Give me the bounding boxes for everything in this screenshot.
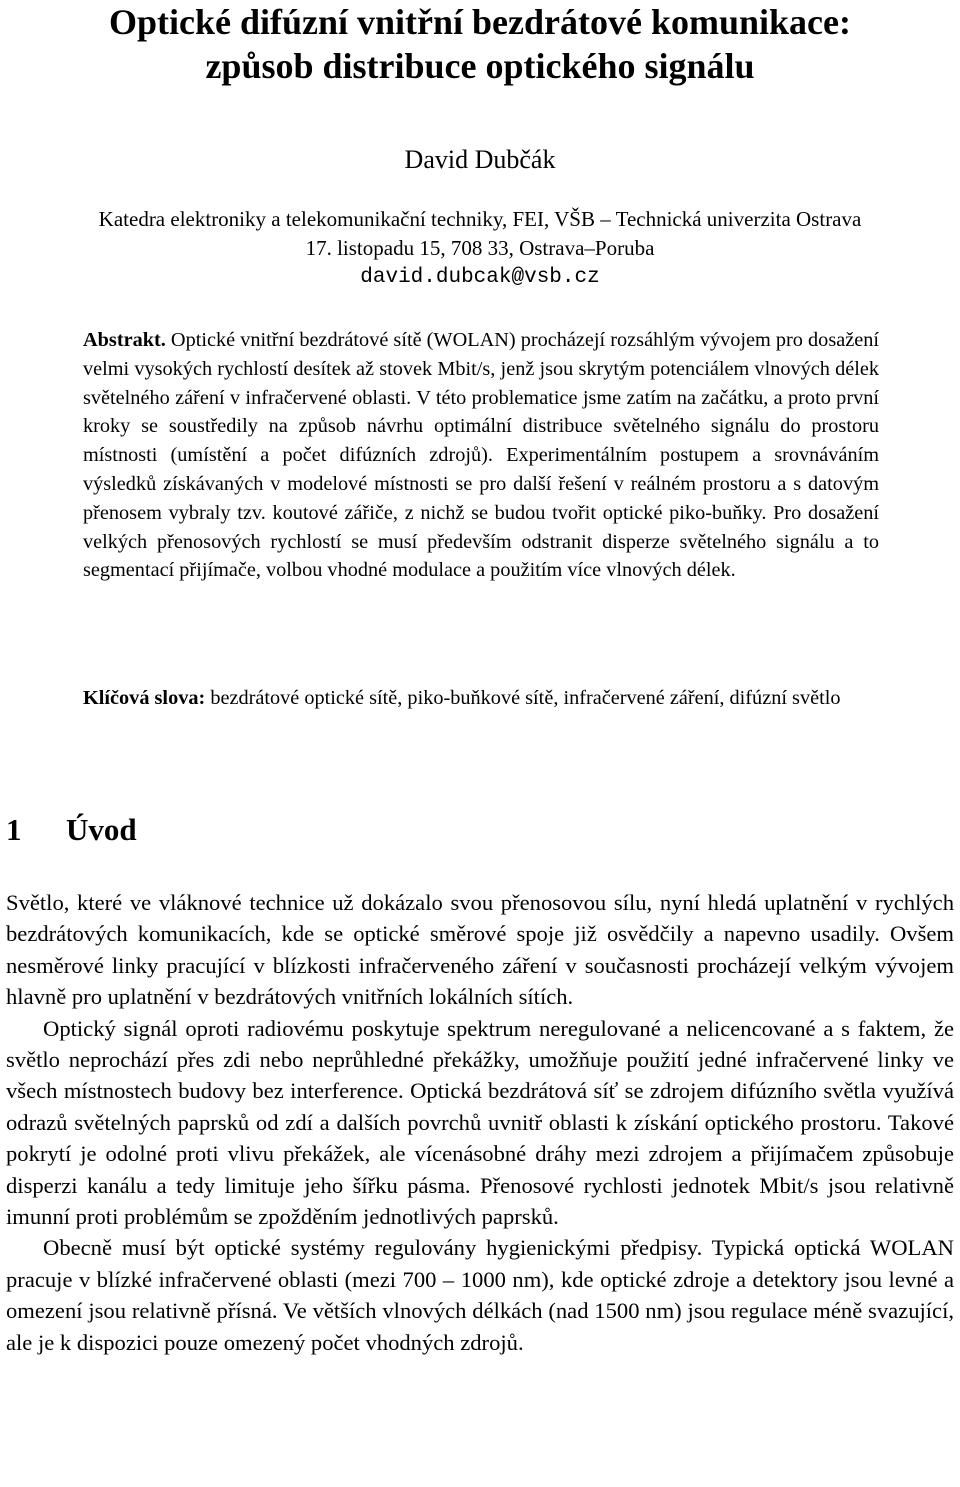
affiliation bbox=[0, 205, 960, 263]
paragraph-3: Obecně musí být optické systémy regulovány hygienickými předpisy. Typická optická WOLAN pracuje v blízké infračervené oblasti (mezi 700 – 1000 nm), kde optické zdroje a detektory jsou levné a omezení jsou relativně přísná. Ve větších vlnových délkách (nad 1500 nm) jsou regulace méně svazující, ale je k dispozici pouze omezený počet vhodných zdrojů. bbox=[6, 1235, 954, 1355]
keywords-text: bezdrátové optické sítě, piko-buňkové sítě, infračervené záření, difúzní světlo bbox=[210, 687, 841, 709]
section-body bbox=[6, 887, 954, 1358]
keywords bbox=[83, 684, 879, 713]
author-name: David Dubčák bbox=[404, 145, 556, 174]
paper-title-line-2: způsob distribuce optického signálu bbox=[205, 46, 755, 86]
abstract bbox=[83, 326, 879, 585]
section-number: 1 bbox=[6, 812, 22, 847]
paper-title-line-1: Optické difúzní vnitřní bezdrátové komunikace: bbox=[108, 2, 851, 42]
section-title: Úvod bbox=[66, 812, 137, 847]
keywords-label: Klíčová slova: bbox=[83, 687, 206, 709]
affiliation-line-2: 17. listopadu 15, 708 33, Ostrava–Poruba bbox=[305, 236, 655, 260]
paper-title bbox=[0, 0, 960, 88]
abstract-label: Abstrakt. bbox=[83, 329, 166, 351]
section-heading bbox=[6, 810, 137, 850]
affiliation-line-1: Katedra elektroniky a telekomunikační techniky, FEI, VŠB – Technická univerzita Ostrava bbox=[98, 207, 862, 231]
author-email: david.dubcak@vsb.cz bbox=[360, 266, 600, 289]
paragraph-2: Optický signál oproti radiovému poskytuje spektrum neregulované a nelicencované a s faktem, že světlo neprochází přes zdi nebo neprůhledné překážky, umožňuje použití jedné infračervené linky ve všech místnostech budovy bez interference. Optická bezdrátová síť se zdrojem difúzního světla využívá odrazů světelných paprsků od zdí a dalších povrchů uvnitř oblasti k získání optického prostoru. Takové pokrytí je odolné proti vlivu překážek, ale vícenásobné dráhy mezi zdrojem a přijímačem způsobuje disperzi kanálu a tedy limituje jeho šířku pásma. Přenosové rychlosti jednotek Mbit/s jsou relativně imunní proti problémům se zpožděním jednotlivých paprsků. bbox=[6, 1015, 954, 1230]
paragraph-1: Světlo, které ve vláknové technice už dokázalo svou přenosovou sílu, nyní hledá uplatnění v rychlých bezdrátových komunikacích, kde se optické směrové spoje již osvědčily a napevno usadily. Ovšem nesměrové linky pracující v blízkosti infračerveného záření v současnosti procházejí velkým vývojem hlavně pro uplatnění v bezdrátových vnitřních lokálních sítích. bbox=[6, 890, 954, 1010]
abstract-text: Optické vnitřní bezdrátové sítě (WOLAN) procházejí rozsáhlým vývojem pro dosažení velmi vysokých rychlostí desítek až stovek Mbit/s, jenž jsou skrytým potenciálem vlnových délek světelného záření v infračervené oblasti. V této problematice jsme zatím na začátku, a proto první kroky se soustředily na způsob návrhu optimální distribuce světelného signálu do prostoru místnosti (umístění a počet difúzních zdrojů). Experimentálním postupem a srovnáváním výsledků získávaných v modelové místnosti se pro další řešení v reálném prostoru a s datovým přenosem vybraly tzv. koutové zářiče, z nichž se budou tvořit optické piko-buňky. Pro dosažení velkých přenosových rychlostí se musí především odstranit disperze světelného signálu a to segmentací přijímače, volbou vhodné modulace a použitím více vlnových délek. bbox=[83, 329, 879, 582]
